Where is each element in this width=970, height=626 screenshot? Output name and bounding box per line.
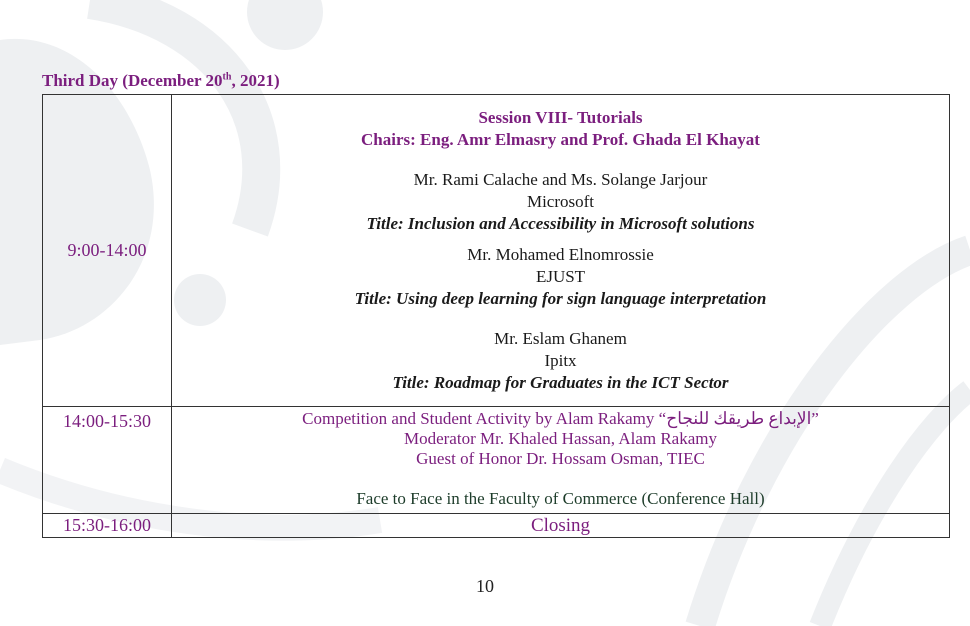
talk-org: EJUST <box>535 267 586 286</box>
page-number: 10 <box>476 576 494 596</box>
closing-cell <box>172 514 950 538</box>
table-row <box>43 407 950 514</box>
talk-speaker: Mr. Rami Calache and Ms. Solange Jarjour <box>413 170 708 189</box>
schedule-table <box>42 94 950 538</box>
time-cell: 15:30-16:00 <box>43 514 172 538</box>
time-cell: 9:00-14:00 <box>43 95 172 407</box>
moderator-text: Moderator Mr. Khaled Hassan, Alam Rakamy <box>403 429 717 448</box>
session-chairs: Chairs: Eng. Amr Elmasry and Prof. Ghada El Khayat <box>361 130 760 149</box>
venue-text: Face to Face in the Faculty of Commerce (Conference Hall) <box>356 489 765 508</box>
day-heading-suffix: , 2021) <box>231 71 280 90</box>
competition-text: Competition and Student Activity by Alam Rakamy “الإبداع طريقك للنجاح” <box>302 409 819 428</box>
session-title: Session VIII- Tutorials <box>478 108 643 127</box>
closing-label: Closing <box>530 514 591 536</box>
day-heading <box>42 71 280 91</box>
table-row <box>43 95 950 407</box>
talk-speaker: Mr. Eslam Ghanem <box>494 329 627 348</box>
guest-of-honor-text: Guest of Honor Dr. Hossam Osman, TIEC <box>416 449 705 468</box>
competition-cell <box>172 407 950 514</box>
talk-title: Title: Roadmap for Graduates in the ICT Sector <box>392 373 729 392</box>
talk-org: Microsoft <box>526 192 595 211</box>
session-cell <box>172 95 950 407</box>
talk-title: Title: Using deep learning for sign language interpretation <box>354 289 767 308</box>
day-heading-prefix: Third Day (December 20 <box>42 71 223 90</box>
talk-title: Title: Inclusion and Accessibility in Microsoft solutions <box>366 214 755 233</box>
time-cell: 14:00-15:30 <box>43 407 172 514</box>
table-row <box>43 514 950 538</box>
talk-org: Ipitx <box>544 351 577 370</box>
day-heading-superscript: th <box>222 71 232 83</box>
talk-speaker: Mr. Mohamed Elnomrossie <box>467 245 654 264</box>
